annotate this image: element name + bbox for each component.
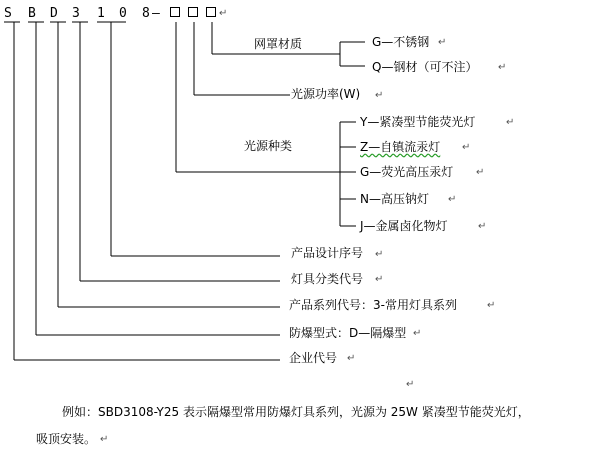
- light-source-label: 光源种类: [244, 139, 293, 153]
- paragraph-mark: ↵: [413, 328, 422, 339]
- code-char-3: 3: [72, 6, 80, 21]
- example-line-2: 吸顶安装。: [36, 432, 97, 446]
- company-code-label: 企业代号: [289, 351, 338, 365]
- code-char-1: 1: [97, 6, 105, 21]
- placeholder-box-3: [206, 7, 216, 17]
- material-option-g: G—不锈钢: [372, 35, 430, 49]
- code-char-d: D: [50, 6, 58, 21]
- light-source-option-n: N—高压钠灯: [360, 192, 429, 206]
- light-source-option-j: J—金属卤化物灯: [360, 219, 448, 233]
- paragraph-mark: ↵: [406, 379, 415, 390]
- paragraph-mark: ↵: [375, 249, 384, 260]
- code-char-b: B: [28, 6, 36, 21]
- code-dash: —: [152, 6, 160, 21]
- paragraph-mark: ↵: [375, 90, 384, 101]
- series-code-label: 产品系列代号：3-常用灯具系列: [289, 298, 457, 312]
- paragraph-mark: ↵: [347, 353, 356, 364]
- code-char-8: 8: [142, 6, 150, 21]
- placeholder-box-1: [170, 7, 180, 17]
- example-line-1: 例如：SBD3108-Y25 表示隔爆型常用防爆灯具系列，光源为 25W 紧凑型节能荧光灯，: [62, 405, 530, 419]
- paragraph-mark: ↵: [438, 37, 447, 48]
- paragraph-mark: ↵: [100, 434, 109, 445]
- paragraph-mark: ↵: [219, 8, 228, 19]
- explosion-type-label: 防爆型式：D—隔爆型: [289, 326, 407, 340]
- code-char-0: 0: [119, 6, 127, 21]
- paragraph-mark: ↵: [478, 221, 487, 232]
- class-code-label: 灯具分类代号: [291, 272, 364, 286]
- paragraph-mark: ↵: [498, 62, 507, 73]
- paragraph-mark: ↵: [448, 194, 457, 205]
- paragraph-mark: ↵: [375, 274, 384, 285]
- code-char-s: S: [4, 6, 12, 21]
- paragraph-mark: ↵: [506, 117, 515, 128]
- material-label: 网罩材质: [254, 37, 303, 51]
- placeholder-box-2: [188, 7, 198, 17]
- design-seq-label: 产品设计序号: [291, 246, 364, 260]
- light-source-option-z: Z—自镇流汞灯: [360, 140, 441, 154]
- paragraph-mark: ↵: [462, 142, 471, 153]
- light-source-option-g: G—荧光高压汞灯: [360, 165, 454, 179]
- material-option-q: Q—钢材（可不注）: [372, 60, 478, 74]
- power-label: 光源功率(W): [291, 87, 361, 101]
- paragraph-mark: ↵: [476, 167, 485, 178]
- light-source-option-y: Y—紧凑型节能荧光灯: [360, 115, 476, 129]
- paragraph-mark: ↵: [487, 300, 496, 311]
